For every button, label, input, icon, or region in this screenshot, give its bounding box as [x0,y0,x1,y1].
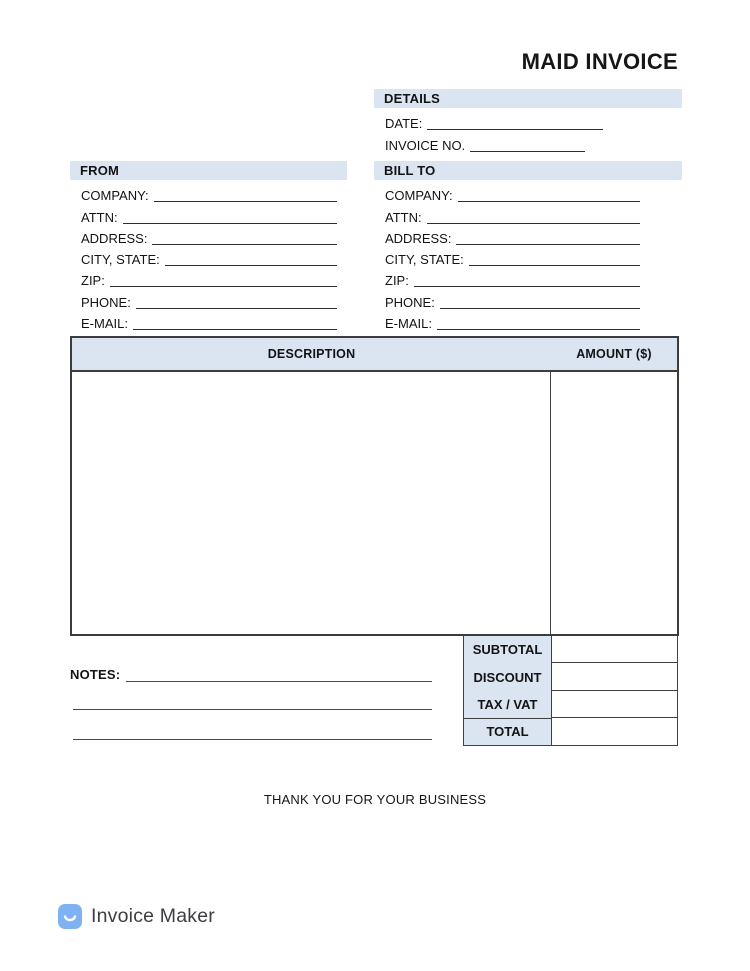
description-column-header: DESCRIPTION [267,347,356,361]
from-email-field [70,311,347,332]
notes-input-line-2[interactable] [73,682,432,710]
bill-to-zip-field [374,268,682,289]
from-zip-label: ZIP: [81,273,105,289]
from-phone-input-line[interactable] [136,308,337,309]
discount-label: DISCOUNT [463,663,551,690]
bill-to-city-state-label: CITY, STATE: [385,252,464,268]
bill-to-phone-label: PHONE: [385,294,435,310]
from-email-label: E-MAIL: [81,316,128,332]
notes-field [70,666,432,682]
from-phone-label: PHONE: [81,294,131,310]
from-attn-input-line[interactable] [123,223,337,224]
from-address-field [70,226,347,247]
from-company-field [70,183,347,204]
from-attn-label: ATTN: [81,209,118,225]
bill-to-phone-field [374,289,682,310]
date-field [374,111,682,132]
total-label: TOTAL [463,718,551,745]
subtotal-value-cell[interactable] [551,636,678,663]
bill-to-city-state-input-line[interactable] [469,265,640,266]
bill-to-email-field [374,311,682,332]
from-address-label: ADDRESS: [81,230,148,246]
from-email-input-line[interactable] [133,329,337,330]
description-entry-area[interactable] [72,372,551,634]
date-input-line[interactable] [427,129,603,130]
from-zip-input-line[interactable] [110,286,337,287]
bill-to-email-input-line[interactable] [437,329,640,330]
from-city-state-field [70,247,347,268]
bill-to-attn-label: ATTN: [385,209,422,225]
line-items-table [70,336,679,636]
closing-message: THANK YOU FOR YOUR BUSINESS [263,792,487,807]
notes-label: NOTES: [70,667,121,682]
bill-to-city-state-field [374,247,682,268]
bill-to-zip-label: ZIP: [385,273,409,289]
brand-name: Invoice Maker [91,905,215,927]
from-city-state-input-line[interactable] [165,265,337,266]
totals-section [463,636,678,746]
from-company-label: COMPANY: [81,188,149,204]
date-label: DATE: [385,116,423,132]
from-attn-field [70,204,347,225]
discount-value-cell[interactable] [551,663,678,690]
tax-vat-label: TAX / VAT [463,691,551,718]
line-items-header-row [72,338,677,372]
invoice-maker-smile-icon [58,904,82,929]
brand-footer [58,904,215,929]
notes-input-line-3[interactable] [73,710,432,740]
bill-to-section-header: BILL TO [374,161,682,180]
details-section [374,89,682,154]
amount-column-header: AMOUNT ($) [576,347,652,361]
from-phone-field [70,289,347,310]
invoice-no-label: INVOICE NO. [385,137,466,153]
from-zip-field [70,268,347,289]
bill-to-address-input-line[interactable] [456,244,640,245]
notes-section [70,666,432,740]
line-items-body [72,372,677,634]
bill-to-company-label: COMPANY: [385,188,453,204]
bill-to-address-label: ADDRESS: [385,230,452,246]
notes-input-line-1[interactable] [126,665,432,682]
tax-vat-value-cell[interactable] [551,691,678,718]
amount-entry-area[interactable] [551,372,677,634]
page-title: MAID INVOICE [521,49,678,74]
invoice-no-field [374,132,682,153]
from-company-input-line[interactable] [154,201,337,202]
bill-to-company-input-line[interactable] [458,201,640,202]
bill-to-zip-input-line[interactable] [414,286,640,287]
from-city-state-label: CITY, STATE: [81,252,160,268]
from-section [70,161,347,332]
details-section-header: DETAILS [374,89,682,108]
bill-to-section [374,161,682,332]
bill-to-attn-field [374,204,682,225]
bill-to-attn-input-line[interactable] [427,223,640,224]
bill-to-email-label: E-MAIL: [385,316,432,332]
bill-to-phone-input-line[interactable] [440,308,640,309]
invoice-no-input-line[interactable] [470,151,585,152]
bill-to-address-field [374,226,682,247]
from-section-header: FROM [70,161,347,180]
bill-to-company-field [374,183,682,204]
total-value-cell[interactable] [551,718,678,745]
from-address-input-line[interactable] [152,244,337,245]
subtotal-label: SUBTOTAL [463,636,551,663]
